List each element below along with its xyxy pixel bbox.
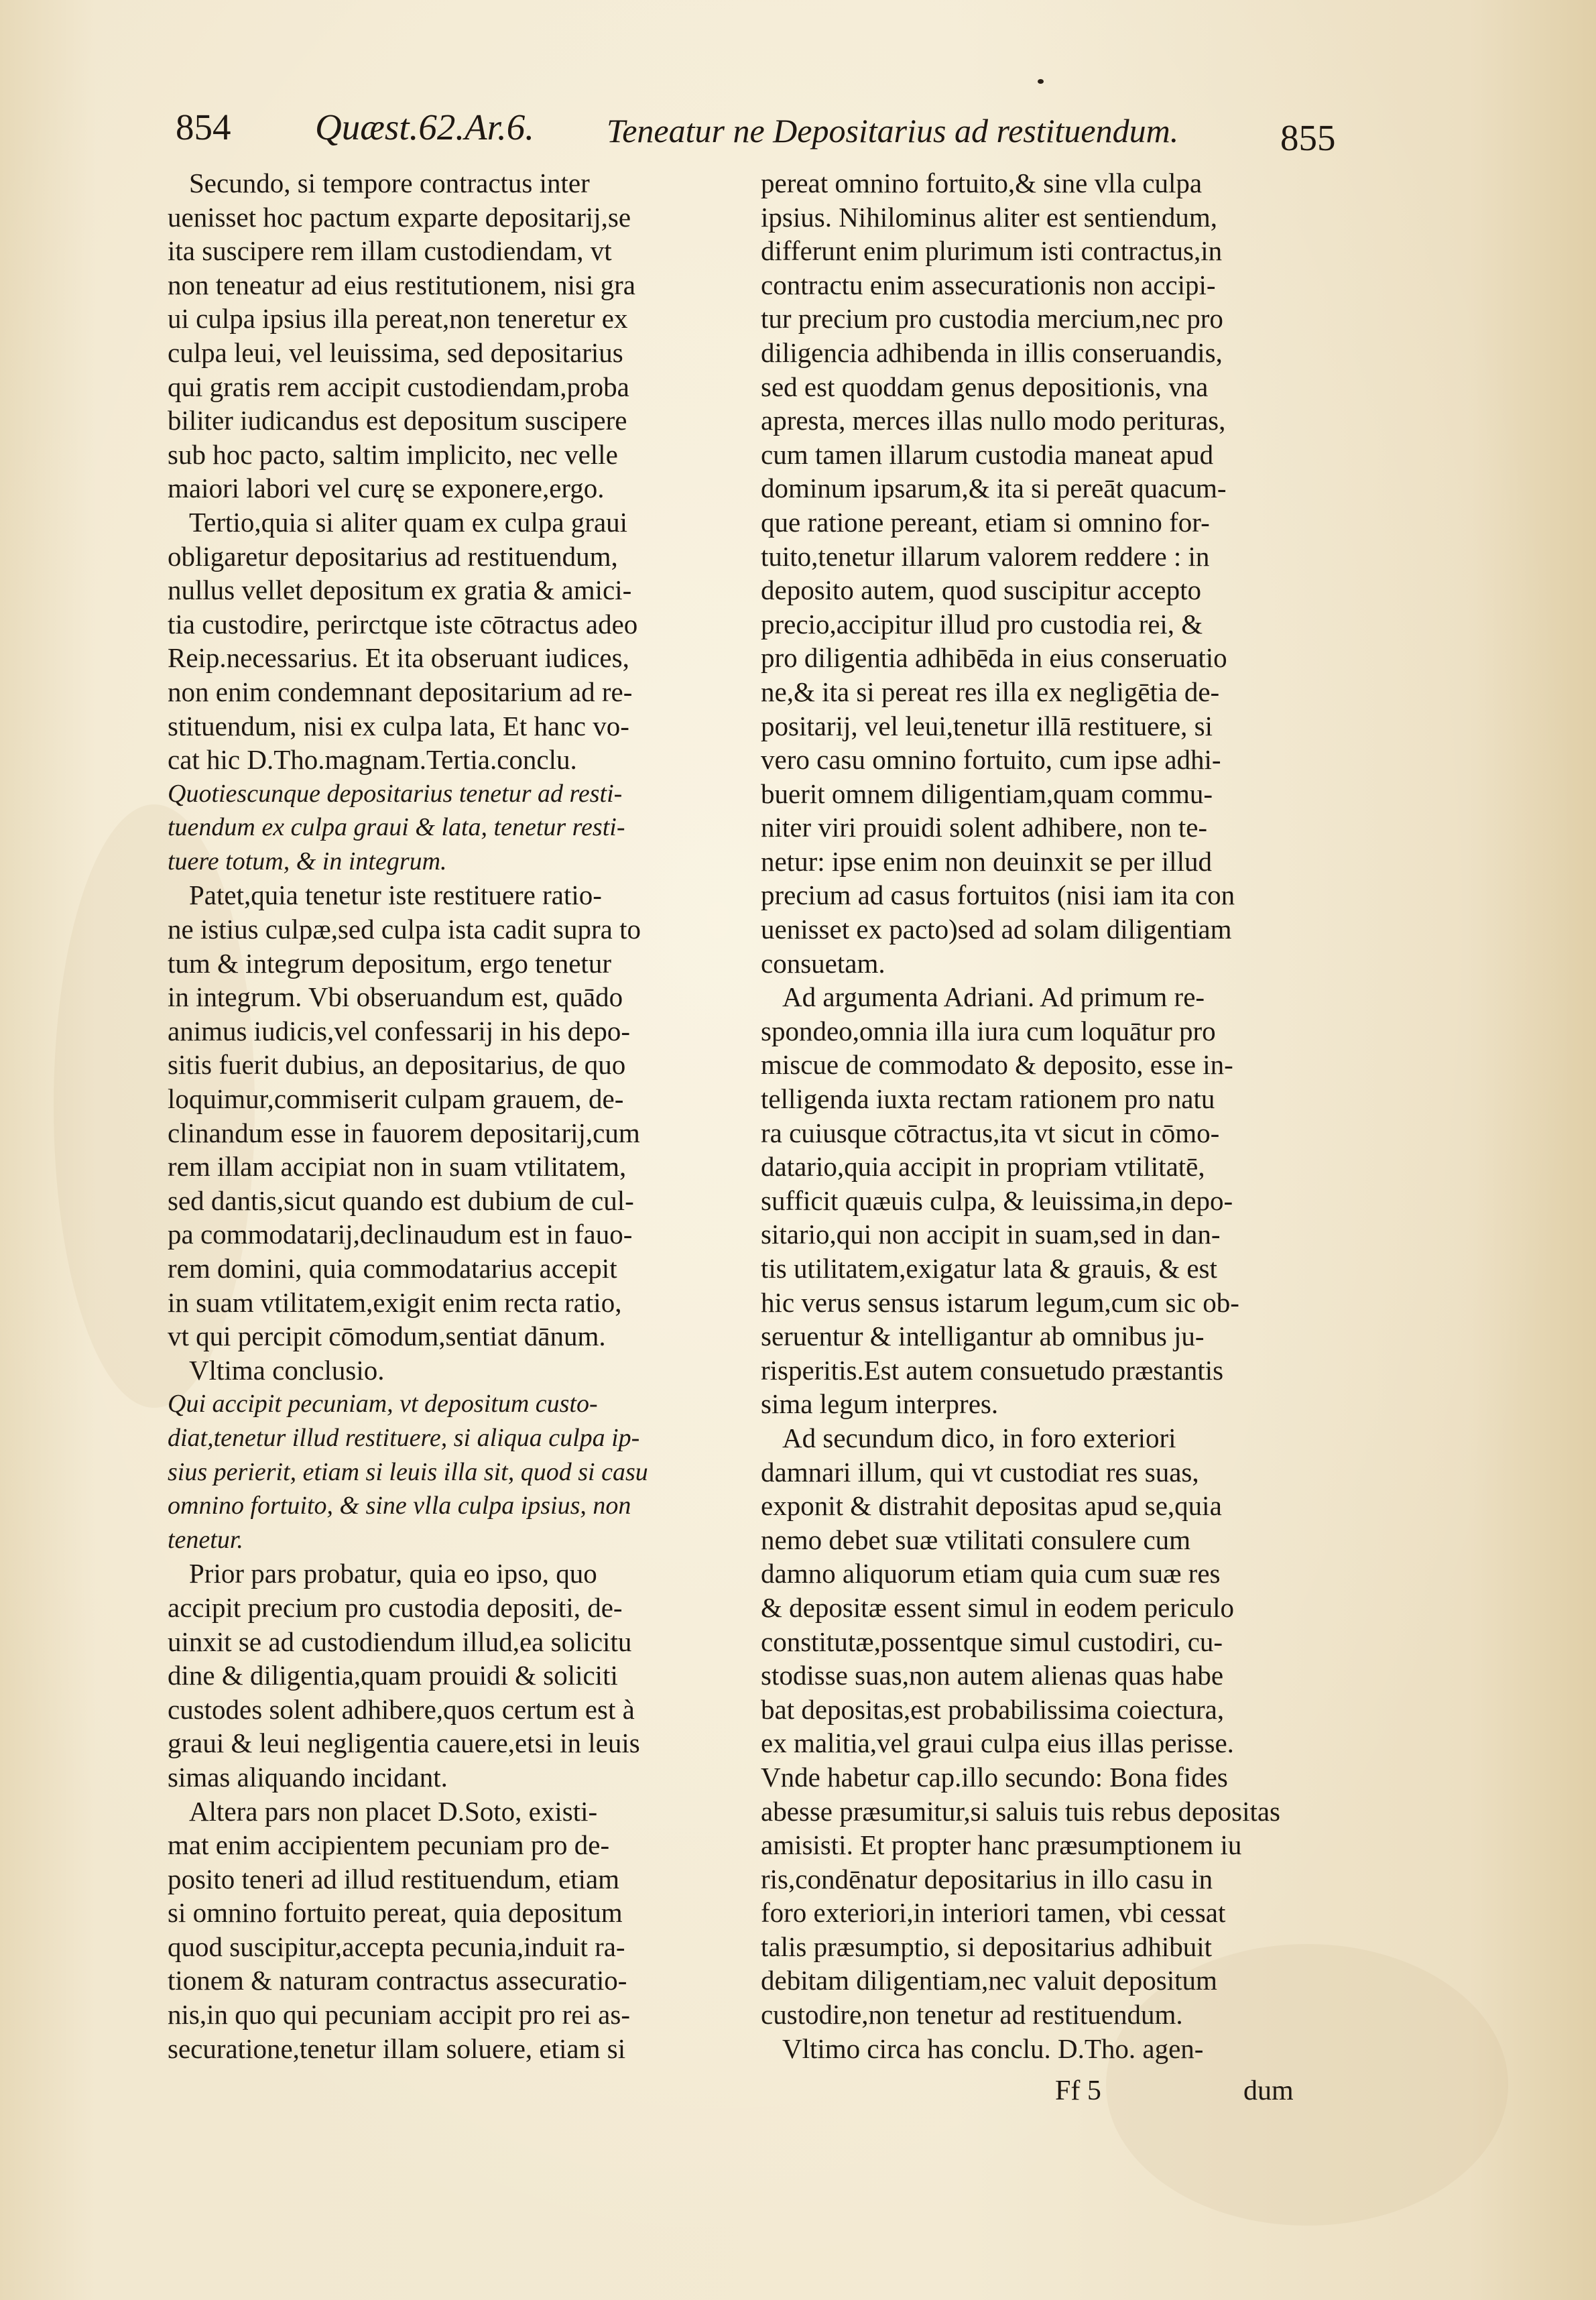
- text-line: tuere totum, & in integrum.: [168, 847, 447, 875]
- text-line: dominum ipsarum,& ita si pereāt quacum-: [761, 473, 1227, 504]
- text-line: telligenda iuxta rectam rationem pro natu: [761, 1083, 1215, 1115]
- text-line: accipit precium pro custodia depositi, de-: [168, 1591, 623, 1623]
- text-line: diat,tenetur illud restituere, si aliqua culpa ip-: [168, 1423, 640, 1452]
- text-line: sub hoc pacto, saltim implicito, nec velle: [168, 438, 618, 470]
- text-line: ita suscipere rem illam custodiendam, vt: [168, 235, 612, 267]
- text-line: custodes solent adhibere,quos certum est à: [168, 1693, 635, 1725]
- text-line: abesse præsumitur,si saluis tuis rebus depositas: [761, 1795, 1281, 1827]
- text-line: clinandum esse in fauorem depositarij,cum: [168, 1117, 640, 1148]
- text-line: tionem & naturam contractus assecuratio-: [168, 1965, 627, 1996]
- text-line: securatione,tenetur illam soluere, etiam si: [168, 2033, 626, 2064]
- text-line: contractu enim assecurationis non accipi-: [761, 269, 1216, 300]
- text-line: ipsius. Nihilominus aliter est sentiendum,: [761, 201, 1218, 233]
- text-line: pro diligentia adhibēda in eius conseruatio: [761, 642, 1227, 674]
- section-heading: Quæst.62.Ar.6.: [315, 107, 534, 147]
- text-line: damno aliquorum etiam quia cum suæ res: [761, 1558, 1221, 1589]
- signature-mark: Ff 5: [1055, 2075, 1101, 2106]
- text-line: cat hic D.Tho.magnam.Tertia.conclu.: [168, 744, 577, 776]
- text-line: tuendum ex culpa graui & lata, tenetur resti-: [168, 813, 625, 842]
- text-line: stodisse suas,non autem alienas quas habe: [761, 1660, 1224, 1691]
- text-line: sed est quoddam genus depositionis, vna: [761, 371, 1209, 402]
- text-line: ra cuiusque cōtractus,ita vt sicut in cōmo-: [761, 1117, 1220, 1148]
- text-line: risperitis.Est autem consuetudo præstantis: [761, 1354, 1224, 1386]
- text-line: niter viri prouidi solent adhibere, non te-: [761, 812, 1208, 843]
- text-line: Quotiescunque depositarius tenetur ad resti-: [168, 779, 623, 808]
- text-line: sed dantis,sicut quando est dubium de cul-: [168, 1185, 634, 1216]
- text-line: tur precium pro custodia mercium,nec pro: [761, 303, 1223, 335]
- text-line: uenisset hoc pactum exparte depositarij,se: [168, 201, 631, 233]
- text-line: ris,condēnatur depositarius in illo casu in: [761, 1863, 1213, 1894]
- text-line: tia custodire, perirctque iste cōtractus adeo: [168, 608, 638, 640]
- text-line: sima legum interpres.: [761, 1388, 999, 1420]
- text-line: diligencia adhibenda in illis conseruandis,: [761, 337, 1223, 368]
- text-line: posito teneri ad illud restituendum, etiam: [168, 1863, 620, 1894]
- text-line: apresta, merces illas nullo modo perituras,: [761, 405, 1226, 436]
- ink-speck: [1038, 79, 1044, 84]
- text-line: uenisset ex pacto)sed ad solam diligentiam: [761, 914, 1232, 945]
- text-line: stituendum, nisi ex culpa lata, Et hanc vo-: [168, 710, 629, 741]
- text-line: culpa leui, vel leuissima, sed depositarius: [168, 337, 623, 368]
- text-line: non enim condemnant depositarium ad re-: [168, 676, 633, 707]
- text-line: pereat omnino fortuito,& sine vlla culpa: [761, 168, 1203, 198]
- text-line: pa commodatarij,declinaudum est in fauo-: [168, 1219, 633, 1250]
- text-line: ui culpa ipsius illa pereat,non teneretur ex: [168, 303, 628, 335]
- text-line: debitam diligentiam,nec valuit depositum: [761, 1965, 1217, 1996]
- left-text-column: [168, 166, 731, 2065]
- text-line: nemo debet suæ vtilitati consulere cum: [761, 1524, 1191, 1555]
- text-line: omnino fortuito, & sine vlla culpa ipsius, non: [168, 1492, 631, 1520]
- text-line: Vltima conclusio.: [189, 1354, 385, 1386]
- text-line: consuetam.: [761, 947, 885, 979]
- text-line: vero casu omnino fortuito, cum ipse adhi-: [761, 744, 1221, 776]
- text-line: tuito,tenetur illarum valorem reddere : in: [761, 540, 1210, 572]
- catchword: dum: [1243, 2075, 1294, 2106]
- text-line: foro exteriori,in interiori tamen, vbi cessat: [761, 1897, 1226, 1929]
- text-line: vt qui percipit cōmodum,sentiat dānum.: [168, 1321, 606, 1352]
- text-line: non teneatur ad eius restitutionem, nisi gra: [168, 269, 635, 300]
- text-line: graui & leui negligentia cauere,etsi in leuis: [168, 1728, 640, 1759]
- right-text-column: [761, 166, 1337, 2065]
- text-line: Reip.necessarius. Et ita obseruant iudices,: [168, 642, 629, 674]
- text-line: tis utilitatem,exigatur lata & grauis, & est: [761, 1253, 1217, 1284]
- text-line: qui gratis rem accipit custodiendam,proba: [168, 371, 629, 402]
- text-line: deposito autem, quod suscipitur accepto: [761, 574, 1201, 606]
- text-line: sufficit quæuis culpa, & leuissima,in depo-: [761, 1185, 1233, 1216]
- text-line: maiori labori vel curę se exponere,ergo.: [168, 473, 605, 504]
- text-line: netur: ipse enim non deuinxit se per illud: [761, 845, 1212, 877]
- running-title: Teneatur ne Depositarius ad restituendum.: [607, 112, 1179, 149]
- text-line: & depositæ essent simul in eodem periculo: [761, 1591, 1235, 1623]
- text-line: differunt enim plurimum isti contractus,in: [761, 235, 1223, 267]
- text-line: datario,quia accipit in propriam vtilitatē,: [761, 1151, 1205, 1183]
- text-line: Vltimo circa has conclu. D.Tho. agen-: [782, 2033, 1204, 2064]
- text-line: Ad secundum dico, in foro exteriori: [782, 1422, 1176, 1453]
- text-line: biliter iudicandus est depositum suscipere: [168, 405, 627, 436]
- text-line: tum & integrum depositum, ergo tenetur: [168, 947, 611, 979]
- text-line: Altera pars non placet D.Soto, existi-: [189, 1795, 598, 1827]
- text-line: sius perierit, etiam si leuis illa sit, quod si casu: [168, 1457, 648, 1486]
- text-line: positarij, vel leui,tenetur illā restituere, si: [761, 710, 1213, 741]
- text-line: rem domini, quia commodatarius accepit: [168, 1253, 617, 1284]
- text-line: hic verus sensus istarum legum,cum sic ob-: [761, 1286, 1239, 1318]
- right-page-number: 855: [1280, 117, 1336, 158]
- text-line: amisisti. Et propter hanc præsumptionem iu: [761, 1829, 1242, 1861]
- text-line: ex malitia,vel graui culpa eius illas perisse.: [761, 1728, 1234, 1759]
- text-line: custodire,non tenetur ad restituendum.: [761, 1999, 1183, 2031]
- text-line: quod suscipitur,accepta pecunia,induit ra-: [168, 1931, 625, 1962]
- text-line: cum tamen illarum custodia maneat apud: [761, 438, 1214, 470]
- text-line: tenetur.: [168, 1525, 243, 1554]
- left-page-number: 854: [176, 107, 231, 147]
- text-line: precio,accipitur illud pro custodia rei, &: [761, 608, 1203, 640]
- text-line: exponit & distrahit depositas apud se,quia: [761, 1490, 1222, 1522]
- text-line: precium ad casus fortuitos (nisi iam ita con: [761, 880, 1235, 911]
- text-line: nullus vellet depositum ex gratia & amici-: [168, 574, 632, 606]
- text-line: ne istius culpæ,sed culpa ista cadit supra to: [168, 914, 641, 945]
- text-line: animus iudicis,vel confessarij in his depo-: [168, 1015, 631, 1046]
- text-line: Prior pars probatur, quia eo ipso, quo: [189, 1558, 597, 1589]
- text-line: bat depositas,est probabilissima coiectura,: [761, 1693, 1225, 1725]
- text-line: Tertio,quia si aliter quam ex culpa graui: [189, 506, 628, 538]
- text-line: simas aliquando incidant.: [168, 1761, 448, 1793]
- text-line: Vnde habetur cap.illo secundo: Bona fides: [761, 1761, 1228, 1793]
- text-line: mat enim accipientem pecuniam pro de-: [168, 1829, 610, 1861]
- text-line: rem illam accipiat non in suam vtilitatem,: [168, 1151, 627, 1183]
- text-line: in integrum. Vbi obseruandum est, quādo: [168, 981, 623, 1013]
- text-line: Qui accipit pecuniam, vt depositum custo-: [168, 1390, 598, 1418]
- text-line: nis,in quo qui pecuniam accipit pro rei as-: [168, 1999, 630, 2031]
- text-line: in suam vtilitatem,exigit enim recta ratio,: [168, 1286, 622, 1318]
- text-line: loquimur,commiserit culpam grauem, de-: [168, 1083, 624, 1115]
- text-line: miscue de commodato & deposito, esse in-: [761, 1049, 1233, 1081]
- text-line: que ratione pereant, etiam si omnino for-: [761, 506, 1210, 538]
- text-line: sitario,qui non accipit in suam,sed in dan-: [761, 1219, 1221, 1250]
- text-line: dine & diligentia,quam prouidi & soliciti: [168, 1660, 618, 1691]
- text-line: spondeo,omnia illa iura cum loquātur pro: [761, 1015, 1216, 1046]
- text-line: talis præsumptio, si depositarius adhibuit: [761, 1931, 1213, 1962]
- text-line: Ad argumenta Adriani. Ad primum re-: [782, 981, 1205, 1013]
- text-line: obligaretur depositarius ad restituendum,: [168, 540, 618, 572]
- text-line: damnari illum, qui vt custodiat res suas,: [761, 1456, 1199, 1488]
- text-line: buerit omnem diligentiam,quam commu-: [761, 778, 1213, 809]
- text-line: sitis fuerit dubius, an depositarius, de quo: [168, 1049, 626, 1081]
- text-line: si omnino fortuito pereat, quia depositum: [168, 1897, 623, 1929]
- text-line: constitutæ,possentque simul custodiri, cu-: [761, 1626, 1223, 1657]
- text-line: seruentur & intelligantur ab omnibus ju-: [761, 1321, 1205, 1352]
- text-line: uinxit se ad custodiendum illud,ea solicitu: [168, 1626, 632, 1657]
- text-line: ne,& ita si pereat res illa ex negligētia de-: [761, 676, 1220, 707]
- text-line: Patet,quia tenetur iste restituere ratio-: [189, 880, 602, 911]
- text-line: Secundo, si tempore contractus inter: [189, 168, 590, 198]
